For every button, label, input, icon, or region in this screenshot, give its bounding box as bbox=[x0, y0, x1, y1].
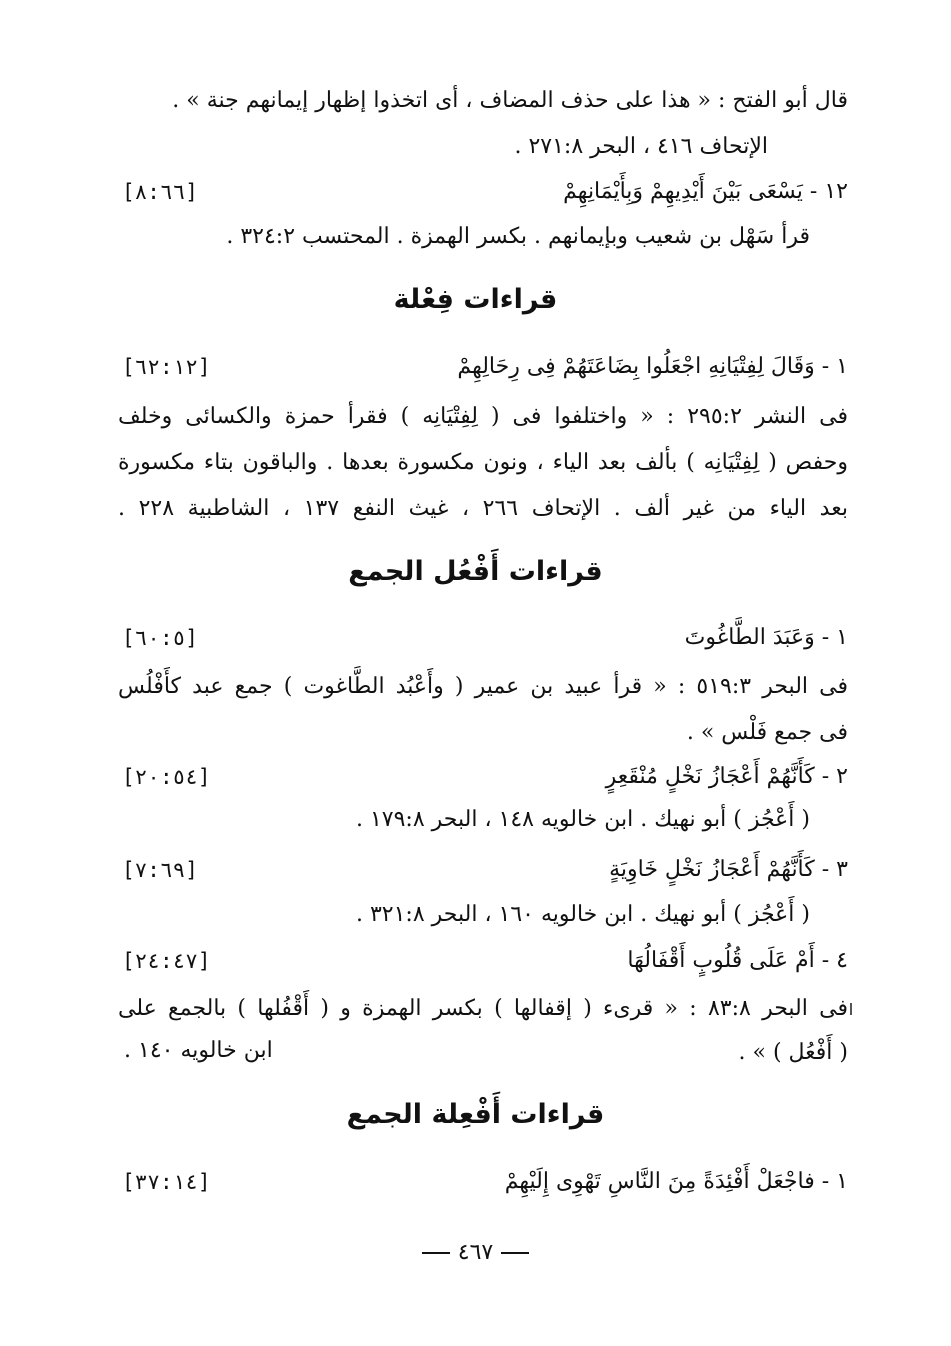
note-s1-1-line-1: فى النشر ٢٩٥:٢ : « واختلفوا فى ( لِفِتْيَانِه ) فقرأ حمزة والكسائى وخلف bbox=[118, 404, 848, 429]
page-number-value: ٤٦٧ bbox=[457, 1240, 494, 1265]
margin-mark bbox=[850, 1003, 852, 1015]
section-heading-fila: قراءات فِعْلة bbox=[393, 284, 558, 315]
verse-ref-s2-1: [٦٠:٥] bbox=[122, 626, 198, 650]
verse-s2-2: ٢ - كَأَنَّهُمْ أَعْجَازُ نَخْلٍ مُنْقَعِرٍ bbox=[605, 764, 848, 789]
verse-ref-s1-1: [٦٢:١٢] bbox=[122, 355, 211, 379]
verse-ref-12: [٨:٦٦] bbox=[122, 180, 198, 204]
dash-right bbox=[501, 1252, 529, 1254]
note-s2-1-line-1: فى البحر ٥١٩:٣ : « قرأ عبيد بن عمير ( وأَعْبُد الطَّاغوت ) جمع عبد كأَفْلُس bbox=[118, 674, 848, 699]
note-12: قرأ سَهْل بن شعيب وبإيمانهم . بكسر الهمزة . المحتسب ٣٢٤:٢ . bbox=[226, 224, 810, 249]
page-number bbox=[0, 1238, 951, 1268]
dash-left bbox=[422, 1252, 450, 1254]
verse-12: ١٢ - يَسْعَى بَيْنَ أَيْدِيهِمْ وَبِأَيْمَانِهِمْ bbox=[563, 179, 848, 204]
note-s2-4-line-2: ( أَفْعُل ) » . bbox=[738, 1040, 848, 1065]
note-s1-1-line-3: بعد الياء من غير ألف . الإتحاف ٢٦٦ ، غيث النفع ١٣٧ ، الشاطبية ٢٢٨ . bbox=[118, 496, 848, 521]
note-s2-1-line-2: فى جمع فَلْس » . bbox=[686, 720, 848, 745]
note-s2-3: ( أَعْجُز ) أبو نهيك . ابن خالويه ١٦٠ ، البحر ٣٢١:٨ . bbox=[355, 902, 810, 927]
note-s1-1-line-2: وحفص ( لِفِتْيَانِه ) بألف بعد الياء ، ونون مكسورة بعدها . والباقون بتاء مكسورة bbox=[118, 450, 848, 475]
note-s2-2: ( أَعْجُز ) أبو نهيك . ابن خالويه ١٤٨ ، البحر ١٧٩:٨ . bbox=[355, 807, 810, 832]
verse-ref-s2-2: [٢٠:٥٤] bbox=[122, 765, 211, 789]
note-s2-4-trailing: ابن خالويه ١٤٠ . bbox=[124, 1038, 273, 1063]
verse-s2-3: ٣ - كَأَنَّهُمْ أَعْجَازُ نَخْلٍ خَاوِيَةٍ bbox=[609, 857, 848, 882]
verse-s3-1: ١ - فاجْعَلْ أَفْئِدَةً مِنَ النَّاسِ تَهْوِى إِلَيْهِمْ bbox=[504, 1169, 848, 1194]
verse-ref-s3-1: [٣٧:١٤] bbox=[122, 1170, 211, 1194]
verse-s2-1: ١ - وَعَبَدَ الطَّاغُوتَ bbox=[684, 625, 848, 650]
intro-line-2: الإتحاف ٤١٦ ، البحر ٢٧١:٨ . bbox=[514, 134, 768, 159]
section-heading-afual: قراءات أَفْعُل الجمع bbox=[348, 556, 603, 587]
section-heading-afila: قراءات أَفْعِلة الجمع bbox=[346, 1099, 605, 1130]
note-s2-4-line-1: فى البحر ٨٣:٨ : « قرىء ( إقفالها ) بكسر الهمزة و ( أَقْفُلها ) بالجمع على bbox=[118, 996, 848, 1021]
verse-ref-s2-4: [٢٤:٤٧] bbox=[122, 949, 211, 973]
intro-line-1: قال أبو الفتح : « هذا على حذف المضاف ، أى اتخذوا إظهار إيمانهم جنة » . bbox=[172, 88, 848, 113]
verse-s1-1: ١ - وَقَالَ لِفِتْيَانِهِ اجْعَلُوا بِضَاعَتَهُمْ فِى رِحَالِهِمْ bbox=[457, 354, 848, 379]
verse-ref-s2-3: [٧:٦٩] bbox=[122, 858, 198, 882]
verse-s2-4: ٤ - أَمْ عَلَى قُلُوبٍ أَقْفَالُهَا bbox=[627, 948, 848, 973]
